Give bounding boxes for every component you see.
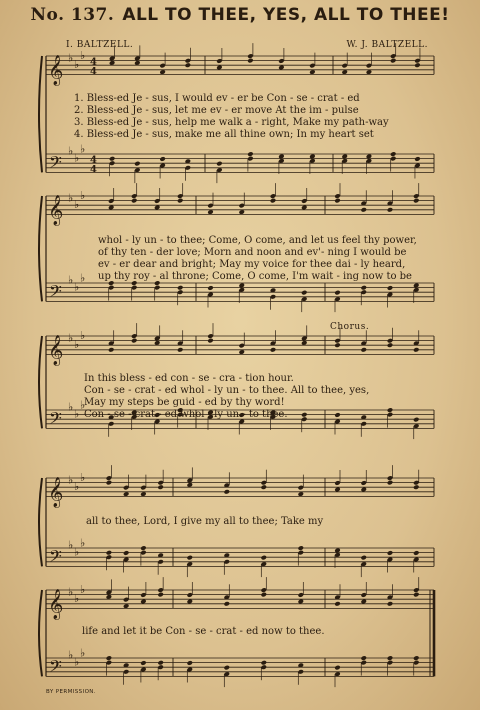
lyric-line: Con - se - crat - ed whol - ly un - to thee. All to thee, yes, (84, 385, 370, 396)
flat-sign: ♭ (80, 49, 86, 62)
note-head (413, 484, 419, 490)
lyrics-system-5 (82, 626, 325, 638)
lyric-line: ev - er dear and bright; May my voice for thee dai - ly heard, (98, 259, 406, 270)
flat-sign: ♭ (68, 331, 74, 345)
flat-sign: ♭ (74, 407, 80, 421)
flat-sign: ♭ (68, 473, 74, 487)
lyric-line: whol - ly un - to thee; Come, O come, and let us feel thy power, (98, 235, 417, 246)
bass-clef: 𝄢 (49, 655, 62, 680)
note-head (216, 161, 222, 167)
note-head (413, 417, 419, 423)
flat-sign: ♭ (74, 480, 80, 494)
bass-clef: 𝄢 (49, 545, 62, 570)
treble-clef: 𝄞 (48, 55, 64, 86)
note-head (387, 550, 393, 556)
note-head (177, 198, 183, 204)
note-head (390, 151, 396, 157)
lyric-line: May my steps be guid - ed by thy word! (84, 397, 285, 408)
flat-sign: ♭ (74, 592, 80, 606)
note-head (159, 156, 165, 162)
note-head (106, 655, 112, 661)
note-head (185, 62, 191, 68)
note-head (140, 545, 146, 551)
note-head (106, 550, 112, 556)
note-head (334, 665, 340, 671)
lyric-line: life and let it be Con - se - crat - ed now to thee. (82, 626, 325, 637)
flat-sign: ♭ (74, 655, 80, 669)
treble-clef: 𝄞 (48, 335, 64, 366)
note-head (187, 555, 193, 561)
note-head (387, 207, 393, 213)
note-head (413, 550, 419, 556)
note-head (140, 660, 146, 666)
note-head (224, 665, 230, 671)
note-head (334, 290, 340, 296)
chorus-label: Chorus. (330, 322, 370, 332)
flat-sign: ♭ (68, 585, 74, 599)
lyric-line: 2. Bless-ed Je - sus, let me ev - er move At the im - pulse (74, 105, 359, 116)
note-head (261, 592, 267, 598)
flat-sign: ♭ (68, 400, 74, 414)
note-head (387, 655, 393, 661)
lyricist-credit: I. BALTZELL. (66, 40, 134, 50)
note-head (261, 660, 267, 666)
flat-sign: ♭ (80, 142, 86, 156)
note-head (247, 151, 253, 157)
brace (39, 56, 42, 172)
note-head (207, 285, 213, 291)
hymn-title-text: ALL TO THEE, YES, ALL TO THEE! (122, 5, 450, 25)
flat-sign: ♭ (80, 471, 86, 484)
note-head (261, 484, 267, 490)
composer-credit: W. J. BALTZELL. (346, 40, 428, 50)
note-head (413, 347, 419, 353)
time-signature-top: 4 (90, 57, 97, 69)
lyrics-system-2 (98, 235, 417, 283)
lyric-line: 1. Bless-ed Je - sus, I would ev - er be Con - se - crat - ed (74, 93, 360, 104)
note-head (361, 555, 367, 561)
flat-sign: ♭ (80, 646, 86, 660)
bass-clef: 𝄢 (49, 151, 62, 176)
note-head (361, 207, 367, 213)
note-head (413, 655, 419, 661)
treble-clef: 𝄞 (48, 589, 64, 620)
note-head (298, 545, 304, 551)
flat-sign: ♭ (80, 536, 86, 550)
note-head (361, 285, 367, 291)
lyric-line: all to thee, Lord, I give my all to thee; Take my (86, 516, 324, 527)
lyric-line: 4. Bless-ed Je - sus, make me all thine own; In my heart set (74, 129, 374, 140)
brace (39, 590, 42, 676)
bass-clef: 𝄢 (49, 407, 62, 432)
note-head (361, 655, 367, 661)
flat-sign: ♭ (68, 273, 74, 287)
note-head (387, 601, 393, 607)
note-head (387, 407, 393, 413)
flat-sign: ♭ (68, 191, 74, 205)
note-head (413, 592, 419, 598)
bass-clef: 𝄢 (49, 280, 62, 305)
time-signature-bottom: 4 (90, 164, 97, 176)
brace (39, 196, 42, 301)
treble-clef: 𝄞 (48, 195, 64, 226)
note-head (261, 555, 267, 561)
note-head (387, 285, 393, 291)
flat-sign: ♭ (80, 583, 86, 596)
lyrics-system-3 (84, 373, 369, 421)
note-head (177, 347, 183, 353)
brace (39, 478, 42, 566)
lyric-line: up thy roy - al throne; Come, O come, I'm wait - ing now to be (98, 271, 412, 282)
flat-sign: ♭ (74, 545, 80, 559)
note-head (270, 198, 276, 204)
note-head (247, 58, 253, 64)
hymn-number: No. 137. (30, 5, 115, 25)
lyrics-system-1 (74, 93, 389, 141)
brace (39, 336, 42, 428)
lyric-line: In this bless - ed con - se - cra - tion hour. (84, 373, 294, 384)
flat-sign: ♭ (68, 538, 74, 552)
note-head (131, 338, 137, 344)
note-head (157, 592, 163, 598)
flat-sign: ♭ (80, 189, 86, 202)
note-head (301, 290, 307, 296)
flat-sign: ♭ (74, 151, 80, 165)
note-head (109, 156, 115, 162)
note-head (177, 285, 183, 291)
note-head (387, 480, 393, 486)
lyric-line: of thy ten - der love; Morn and noon and ev'- ning I would be (98, 247, 407, 258)
note-head (334, 601, 340, 607)
note-head (224, 601, 230, 607)
note-head (414, 62, 420, 68)
note-head (106, 480, 112, 486)
flat-sign: ♭ (68, 648, 74, 662)
time-signature-bottom: 4 (90, 66, 97, 78)
note-head (334, 342, 340, 348)
note-head (157, 660, 163, 666)
note-head (108, 347, 114, 353)
note-head (334, 198, 340, 204)
time-signature-top: 4 (90, 155, 97, 167)
treble-clef: 𝄞 (48, 477, 64, 508)
note-head (131, 198, 137, 204)
flat-sign: ♭ (74, 58, 80, 72)
note-head (224, 489, 230, 495)
note-head (207, 338, 213, 344)
note-head (134, 161, 140, 167)
note-head (387, 342, 393, 348)
note-head (270, 347, 276, 353)
flat-sign: ♭ (68, 144, 74, 158)
flat-sign: ♭ (74, 280, 80, 294)
note-head (187, 660, 193, 666)
flat-sign: ♭ (80, 329, 86, 342)
note-head (123, 550, 129, 556)
note-head (390, 58, 396, 64)
lyrics-system-4 (86, 516, 323, 528)
flat-sign: ♭ (74, 338, 80, 352)
flat-sign: ♭ (80, 398, 86, 412)
note-head (414, 156, 420, 162)
permission-note: BY PERMISSION. (46, 689, 96, 695)
flat-sign: ♭ (68, 51, 74, 65)
flat-sign: ♭ (80, 271, 86, 285)
lyric-line: 3. Bless-ed Je - sus, help me walk a - right, Make my path-way (74, 117, 389, 128)
note-head (157, 484, 163, 490)
lyric-line: Con - se - crat - ed whol - ly un - to thee. (84, 409, 288, 420)
note-head (361, 347, 367, 353)
flat-sign: ♭ (74, 198, 80, 212)
note-head (413, 198, 419, 204)
